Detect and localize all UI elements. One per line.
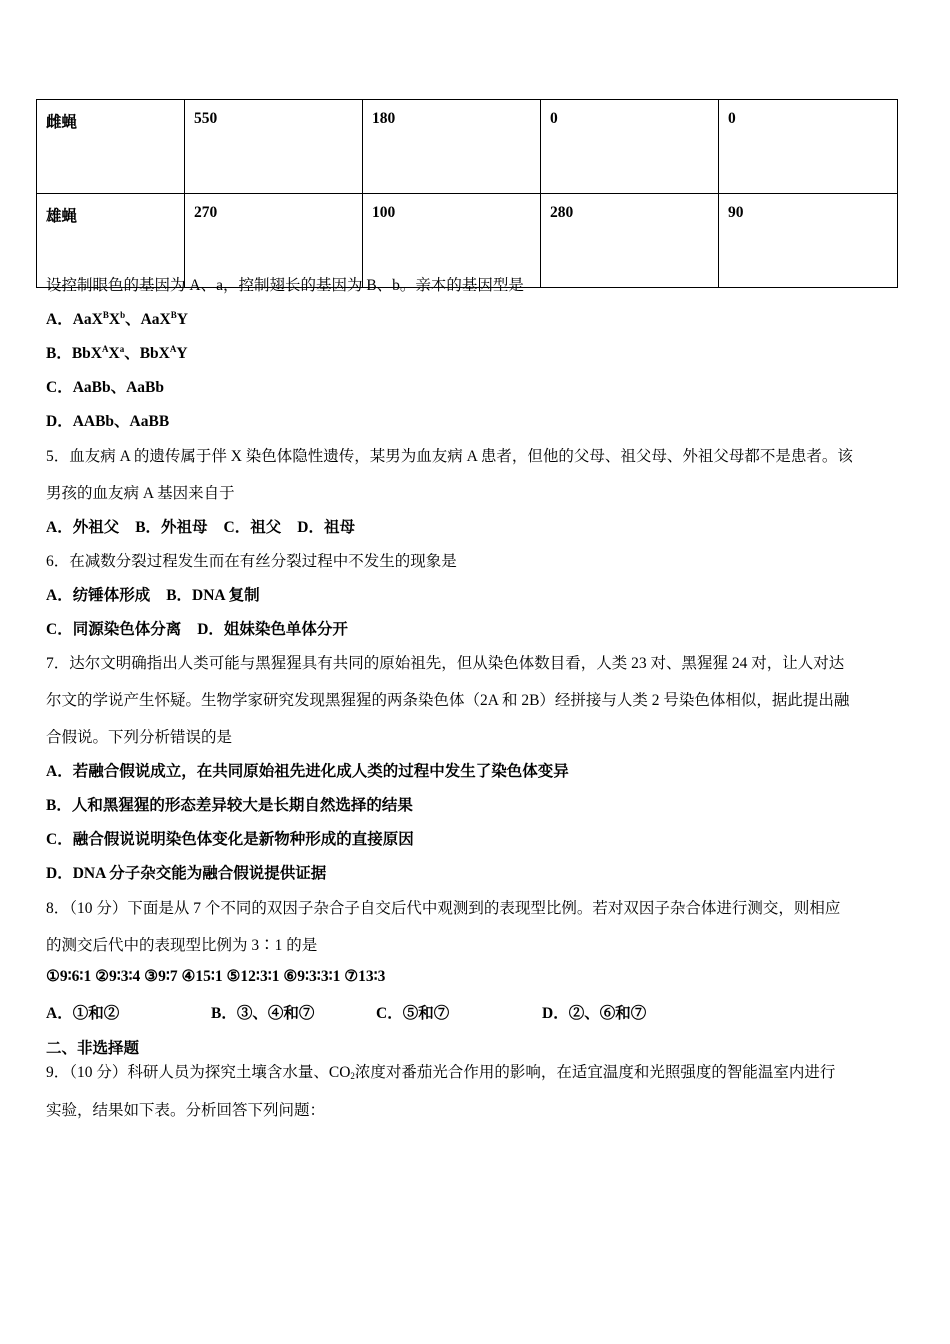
q5-option-b: B．外祖母 <box>135 519 208 536</box>
table-cell: 280 <box>541 194 719 288</box>
row-label: 雌蝇 <box>37 100 185 194</box>
q9-stem-line1 <box>46 1060 835 1082</box>
table-cell: 0 <box>541 100 719 194</box>
q6-option-a: A．纺锤体形成 <box>46 587 151 604</box>
text: X <box>108 345 120 362</box>
text: 、BbX <box>124 345 170 362</box>
text: AaX <box>72 311 103 328</box>
q6-stem: 6．在减数分裂过程发生而在有丝分裂过程中不发生的现象是 <box>46 553 457 570</box>
q4-option-c: C．AaBb、AaBb <box>46 379 164 396</box>
q6-option-b: B．DNA 复制 <box>166 587 260 604</box>
text: 、AaX <box>125 311 171 328</box>
table-cell: 180 <box>363 100 541 194</box>
q7-option-b: B．人和黑猩猩的形态差异较大是长期自然选择的结果 <box>46 797 413 814</box>
table-cell: 90 <box>719 194 898 288</box>
q8-option-c: C．⑤和⑦ <box>376 1005 450 1022</box>
superscript: A <box>169 344 177 354</box>
q7-stem-line3: 合假说。下列分析错误的是 <box>46 729 233 746</box>
row-label: 雄蝇 <box>37 194 185 288</box>
q7-option-a: A．若融合假说成立，在共同原始祖先进化成人类的过程中发生了染色体变异 <box>46 763 569 780</box>
table-cell: 550 <box>185 100 363 194</box>
q7-option-c: C．融合假说说明染色体变化是新物种形成的直接原因 <box>46 831 414 848</box>
q7-stem-line2: 尔文的学说产生怀疑。生物学家研究发现黑猩猩的两条染色体（2A 和 2B）经拼接与人类 2 号染色体相似，据此提出融 <box>46 692 850 709</box>
option-label: A． <box>46 311 73 328</box>
q4-option-b <box>46 341 188 363</box>
q4-option-d: D．AABb、AaBB <box>46 413 170 430</box>
q5-option-a: A．外祖父 <box>46 519 120 536</box>
superscript: B <box>102 310 109 320</box>
superscript: a <box>119 344 125 354</box>
q6-option-c: C．同源染色体分离 <box>46 621 182 638</box>
q9-stem-line2: 实验，结果如下表。分析回答下列问题： <box>46 1102 326 1119</box>
text: 浓度对番茄光合作用的影响，在适宜温度和光照强度的智能温室内进行 <box>354 1064 836 1081</box>
table-cell: 270 <box>185 194 363 288</box>
q8-option-b: B．③、④和⑦ <box>211 1005 315 1022</box>
q5-option-c: C．祖父 <box>223 519 282 536</box>
q8-ratios: ①9∶6∶1 ②9∶3∶4 ③9∶7 ④15∶1 ⑤12∶3∶1 ⑥9∶3∶3∶1 ⑦13∶3 <box>46 968 386 985</box>
text: Y <box>176 311 188 328</box>
q5-stem-line2: 男孩的血友病 A 基因来自于 <box>46 485 235 502</box>
q5-option-d: D．祖母 <box>297 519 355 536</box>
q8-stem-line2: 的测交后代中的表现型比例为 3∶1 的是 <box>46 937 318 954</box>
q6-options-row1 <box>46 583 260 605</box>
table-cell: 0 <box>719 100 898 194</box>
q8-option-d: D．②、⑥和⑦ <box>542 1005 647 1022</box>
table-row <box>37 100 898 194</box>
superscript: B <box>170 310 177 320</box>
q8-stem-line1: 8．（10 分）下面是从 7 个不同的双因子杂合子自交后代中观测到的表现型比例。若对双因子杂合体进行测交，则相应 <box>46 900 841 917</box>
q6-option-d: D．姐妹染色单体分开 <box>197 621 348 638</box>
option-label: B． <box>46 345 72 362</box>
q5-options <box>46 515 355 537</box>
superscript: A <box>102 344 109 354</box>
superscript: b <box>120 310 126 320</box>
data-table <box>36 99 898 288</box>
text: X <box>108 311 121 328</box>
q7-stem-line1: 7．达尔文明确指出人类可能与黑猩猩具有共同的原始祖先，但从染色体数目看，人类 23 对、黑猩猩 24 对，让人对达 <box>46 655 845 672</box>
q5-stem-line1: 5．血友病 A 的遗传属于伴 X 染色体隐性遗传，某男为血友病 A 患者，但他的父母、祖父母、外祖父母都不是患者。该 <box>46 448 853 465</box>
section-heading: 二、非选择题 <box>46 1040 140 1057</box>
q4-option-a <box>46 307 188 329</box>
table-cell: 100 <box>363 194 541 288</box>
q8-option-a: A．①和② <box>46 1005 120 1022</box>
text: 9．（10 分）科研人员为探究土壤含水量、CO <box>46 1064 351 1081</box>
text: Y <box>176 345 188 362</box>
subscript: 2 <box>350 1071 355 1081</box>
q6-options-row2 <box>46 617 348 639</box>
q7-option-d: D．DNA 分子杂交能为融合假说提供证据 <box>46 865 327 882</box>
q8-options <box>46 1001 646 1023</box>
text: BbX <box>71 345 102 362</box>
q4-stem: 设控制眼色的基因为 A、a，控制翅长的基因为 B、b。亲本的基因型是 <box>46 277 524 294</box>
